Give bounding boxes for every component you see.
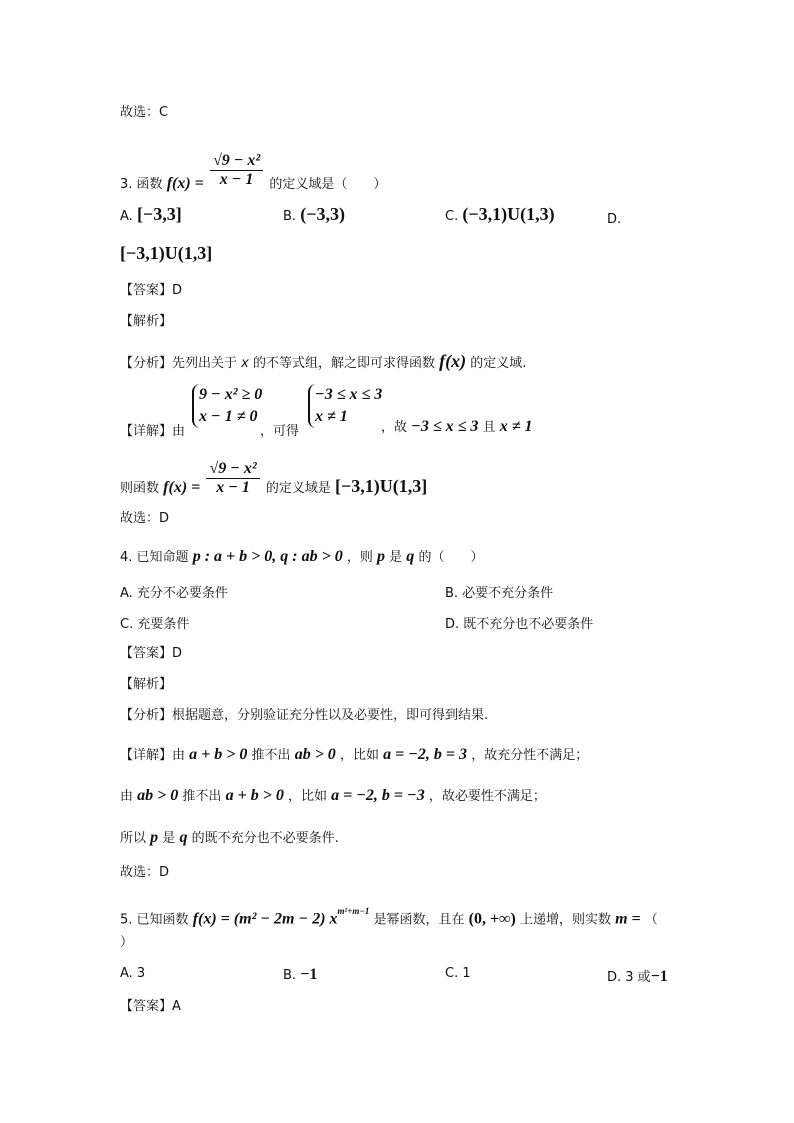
q4-detail-3: 所以 p 是 q 的既不充分也不必要条件. — [120, 829, 339, 846]
q3-guxuan: 故选：D — [120, 511, 170, 526]
q3-conclusion: ，故 −3 ≤ x ≤ 3 且 x ≠ 1 — [381, 418, 533, 435]
q4-detail-2: 由 ab > 0 推不出 a + b > 0 ，比如 a = −2, b = −3 ，故必要性不满足； — [120, 787, 546, 804]
q3-kede: ，可得 — [260, 424, 300, 439]
q5-stem-cont: ） — [120, 935, 134, 950]
q3-xiangjie-prefix: 【详解】由 — [120, 424, 186, 439]
q3-option-a: A. [−3,3] — [120, 204, 182, 224]
q5-option-c: C. 1 — [445, 966, 471, 981]
stem-tail: 的定义域是（ ） — [269, 177, 387, 192]
q4-option-c: C. 充要条件 — [120, 617, 190, 632]
q4-option-d: D. 既不充分也不必要条件 — [445, 617, 594, 632]
q4-guxuan: 故选：D — [120, 865, 170, 880]
text: 故选：C — [120, 105, 169, 120]
q5-answer: 【答案】A — [120, 999, 181, 1014]
q3-option-d-value: [−3,1)U(1,3] — [120, 243, 213, 263]
q4-analysis-heading: 【解析】 — [120, 677, 173, 692]
q4-fenxi: 【分析】根据题意，分别验证充分性以及必要性，即可得到结果. — [120, 708, 489, 723]
inequality-system-2: −3 ≤ x ≤ 3 x ≠ 1 — [308, 384, 382, 428]
inequality-system-1: 9 − x² ≥ 0 x − 1 ≠ 0 — [192, 384, 262, 428]
answer-choice-line — [120, 104, 168, 122]
q3-answer: 【答案】D — [120, 283, 183, 298]
q4-detail-1: 【详解】由 a + b > 0 推不出 ab > 0 ，比如 a = −2, b = 3 ，故充分性不满足； — [120, 746, 589, 763]
question-number: 3. 函数 — [120, 177, 163, 192]
q5-option-a: A. 3 — [120, 966, 146, 981]
q5-option-b: B. −1 — [283, 966, 318, 983]
q3-option-b: B. (−3,3) — [283, 204, 345, 224]
q3-analysis-heading: 【解析】 — [120, 314, 173, 329]
q4-option-a: A. 充分不必要条件 — [120, 586, 228, 601]
q3-option-d-label: D. — [607, 212, 622, 227]
q4-answer: 【答案】D — [120, 646, 183, 661]
q3-domain-line: 则函数 f(x) = $\frac{\text{√9 − x²}}{x - 1}$ 的定义域是 [−3,1)U(1,3] — [120, 460, 428, 496]
q5-option-d: D. 3 或−1 — [607, 968, 668, 985]
q5-stem: 5. 已知函数 f(x) = (m² − 2m − 2) $x^{m^2+m-1}$ 是幂函数，且在 (0, +∞) 上递增，则实数 m = （ — [120, 906, 658, 928]
q4-stem: 4. 已知命题 p : a + b > 0, q : ab > 0 ，则 p 是 q 的（ ） — [120, 548, 484, 565]
q4-option-b: B. 必要不充分条件 — [445, 586, 554, 601]
q3-stem — [120, 152, 387, 203]
q3-fenxi: 【分析】先列出关于 x 的不等式组，解之即可求得函数 f(x) 的定义域. — [120, 351, 527, 371]
fraction: $\frac{\text{√9 − x²}}{x - 1}$ — [206, 460, 259, 497]
function-expr: f(x) = — [166, 175, 204, 192]
q3-option-c: C. (−3,1)U(1,3) — [445, 204, 555, 224]
fraction: $\frac{\text{√9 − x²}}{x - 1}$ — [210, 152, 263, 189]
